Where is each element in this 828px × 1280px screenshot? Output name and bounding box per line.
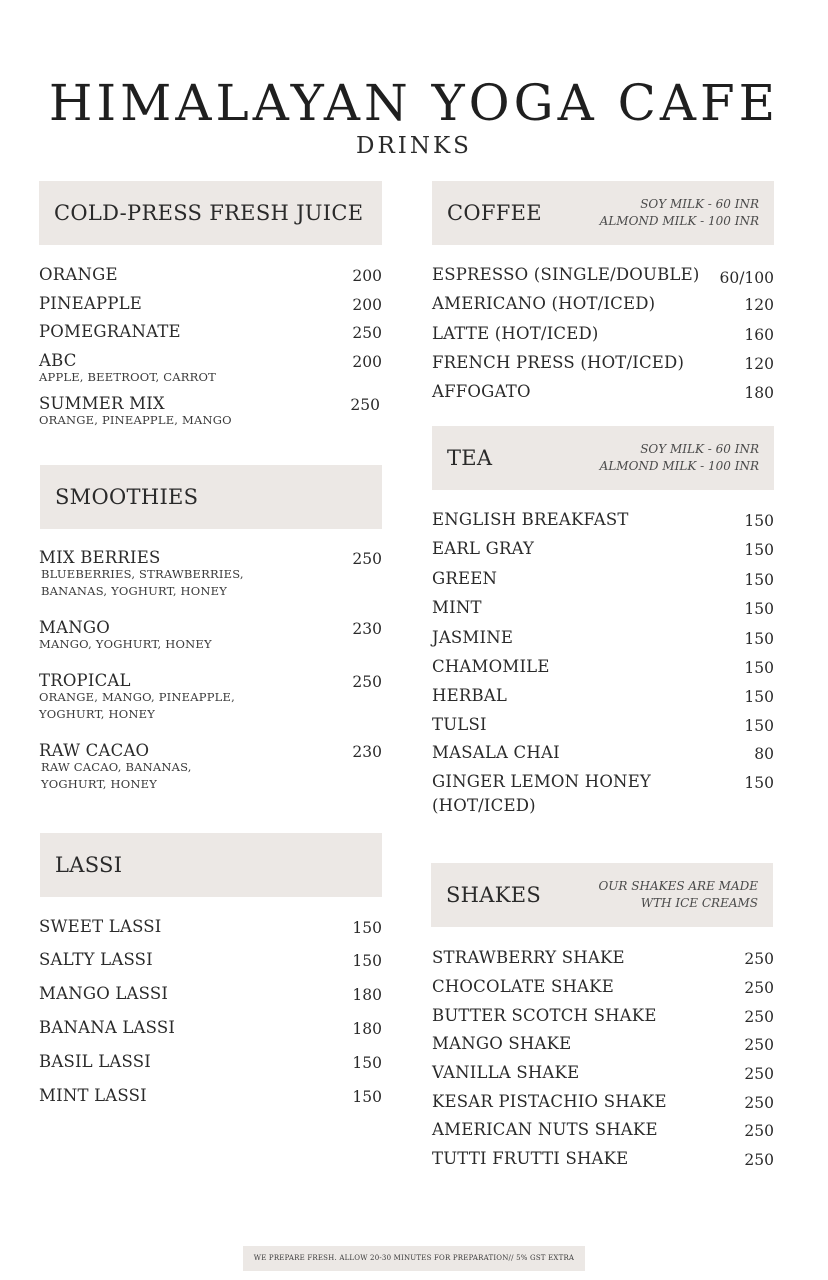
- menu-item: [432, 351, 774, 375]
- item-price: 200: [352, 267, 382, 285]
- item-price: 120: [744, 296, 774, 314]
- item-price: 250: [744, 1094, 774, 1112]
- note-line: OUR SHAKES ARE MADE: [598, 879, 758, 893]
- item-name: FRENCH PRESS (HOT/ICED): [432, 353, 685, 372]
- item-price: 180: [744, 384, 774, 402]
- section-title: COLD-PRESS FRESH JUICE: [54, 201, 364, 225]
- menu-item: [39, 1016, 382, 1040]
- menu-item: [432, 537, 774, 561]
- menu-item: [432, 946, 774, 970]
- item-description: ORANGE, PINEAPPLE, MANGO: [39, 413, 232, 427]
- item-name: ESPRESSO (SINGLE/DOUBLE): [432, 265, 700, 284]
- menu-item: [432, 1090, 774, 1114]
- section-note: [598, 878, 758, 912]
- item-price: 250: [352, 550, 382, 568]
- item-name: GINGER LEMON HONEY (HOT/ICED): [432, 772, 652, 815]
- item-price: 180: [352, 1020, 382, 1038]
- left-column: [39, 0, 382, 1200]
- item-name: ENGLISH BREAKFAST: [432, 510, 629, 529]
- item-name: CHOCOLATE SHAKE: [432, 977, 614, 996]
- item-price: 250: [744, 1151, 774, 1169]
- note-line: ALMOND MILK - 100 INR: [599, 214, 759, 228]
- item-price: 150: [352, 1054, 382, 1072]
- item-price: 150: [744, 717, 774, 735]
- note-line: WTH ICE CREAMS: [640, 896, 758, 910]
- item-price: 230: [352, 620, 382, 638]
- item-name: SUMMER MIX: [39, 394, 165, 413]
- item-name: BUTTER SCOTCH SHAKE: [432, 1006, 657, 1025]
- item-name: STRAWBERRY SHAKE: [432, 948, 625, 967]
- menu-item: [432, 1118, 774, 1142]
- menu-title: HIMALAYAN YOGA CAFE: [48, 74, 780, 132]
- item-price: 150: [744, 571, 774, 589]
- menu-item: [432, 567, 774, 591]
- item-description: YOGHURT, HONEY: [41, 777, 157, 791]
- menu-item: [432, 508, 774, 532]
- item-name: BASIL LASSI: [39, 1052, 151, 1071]
- section-header-coffee: [432, 181, 774, 245]
- menu-item: [39, 982, 382, 1006]
- item-name: MINT LASSI: [39, 1086, 147, 1105]
- section-note: [600, 441, 759, 475]
- item-name: EARL GRAY: [432, 539, 535, 558]
- menu-item: [432, 380, 774, 404]
- item-description: APPLE, BEETROOT, CARROT: [39, 370, 216, 384]
- item-name: PINEAPPLE: [39, 294, 143, 313]
- item-name: AMERICAN NUTS SHAKE: [432, 1120, 658, 1139]
- item-price: 250: [352, 673, 382, 691]
- menu-item: [432, 1032, 774, 1056]
- menu-item: [39, 915, 382, 939]
- menu-item: [39, 292, 382, 316]
- section-header-juice: [39, 181, 382, 245]
- item-price: 250: [744, 1122, 774, 1140]
- item-price: 200: [352, 353, 382, 371]
- item-name: ORANGE: [39, 265, 118, 284]
- menu-item: [39, 349, 382, 386]
- item-description: RAW CACAO, BANANAS,: [41, 760, 192, 774]
- menu-item: [39, 263, 382, 287]
- item-price: 150: [744, 688, 774, 706]
- item-description: BANANAS, YOGHURT, HONEY: [41, 584, 228, 598]
- item-price: 230: [352, 743, 382, 761]
- item-name: ABC: [39, 351, 77, 370]
- menu-item: [39, 320, 382, 344]
- note-line: ALMOND MILK - 100 INR: [599, 459, 759, 473]
- item-price: 250: [744, 950, 774, 968]
- menu-item: [432, 975, 774, 999]
- item-name: CHAMOMILE: [432, 657, 550, 676]
- section-header-lassi: [40, 833, 382, 897]
- item-name: TULSI: [432, 715, 487, 734]
- item-price: 80: [754, 745, 774, 763]
- section-header-smoothies: [40, 465, 382, 529]
- item-price: 180: [352, 986, 382, 1004]
- section-note: [600, 196, 759, 230]
- item-name: VANILLA SHAKE: [432, 1063, 580, 1082]
- menu-item: [39, 739, 382, 793]
- item-name: KESAR PISTACHIO SHAKE: [432, 1092, 667, 1111]
- item-name: SWEET LASSI: [39, 917, 162, 936]
- item-name: JASMINE: [432, 628, 514, 647]
- section-title: SMOOTHIES: [55, 485, 199, 509]
- item-name: LATTE (HOT/ICED): [432, 324, 599, 343]
- menu-item: [39, 669, 382, 723]
- item-description: MANGO, YOGHURT, HONEY: [39, 637, 212, 651]
- item-price: 150: [352, 919, 382, 937]
- right-column: [432, 0, 774, 1200]
- menu-item: [39, 1084, 382, 1108]
- item-name: AMERICANO (HOT/ICED): [432, 294, 656, 313]
- item-price: 120: [744, 355, 774, 373]
- menu-item: [39, 392, 382, 429]
- menu-item: [432, 626, 774, 650]
- item-name: MANGO LASSI: [39, 984, 169, 1003]
- item-price: 250: [350, 396, 380, 414]
- item-price: 150: [744, 630, 774, 648]
- item-name: BANANA LASSI: [39, 1018, 176, 1037]
- item-name: HERBAL: [432, 686, 508, 705]
- item-name: MINT: [432, 598, 482, 617]
- section-title: TEA: [447, 446, 493, 470]
- item-name: TROPICAL: [39, 671, 131, 690]
- section-header-tea: [432, 426, 774, 490]
- item-price: 150: [744, 512, 774, 530]
- item-name: MANGO: [39, 618, 110, 637]
- menu-item: [432, 655, 774, 679]
- menu-item: [432, 1147, 774, 1171]
- menu-item: [432, 770, 774, 818]
- item-price: 250: [744, 979, 774, 997]
- item-price: 160: [744, 326, 774, 344]
- note-line: SOY MILK - 60 INR: [640, 442, 759, 456]
- item-name: TUTTI FRUTTI SHAKE: [432, 1149, 629, 1168]
- item-price: 150: [744, 774, 774, 792]
- item-description: YOGHURT, HONEY: [39, 707, 155, 721]
- item-name: SALTY LASSI: [39, 950, 153, 969]
- item-name: AFFOGATO: [432, 382, 531, 401]
- note-line: SOY MILK - 60 INR: [640, 197, 759, 211]
- item-price: 250: [744, 1008, 774, 1026]
- item-description: BLUEBERRIES, STRAWBERRIES,: [41, 567, 244, 581]
- menu-item: [432, 713, 774, 737]
- item-price: 150: [744, 600, 774, 618]
- menu-item: [432, 322, 774, 346]
- item-name: RAW CACAO: [39, 741, 150, 760]
- item-price: 150: [744, 659, 774, 677]
- item-name: MANGO SHAKE: [432, 1034, 572, 1053]
- item-price: 250: [744, 1036, 774, 1054]
- item-price: 250: [352, 324, 382, 342]
- section-title: SHAKES: [446, 883, 542, 907]
- item-name: POMEGRANATE: [39, 322, 181, 341]
- menu-item: [39, 616, 382, 653]
- menu-item: [432, 263, 774, 287]
- menu-item: [39, 1050, 382, 1074]
- item-price: 200: [352, 296, 382, 314]
- menu-item: [432, 1004, 774, 1028]
- menu-subtitle: DRINKS: [356, 133, 472, 159]
- menu-item: [432, 596, 774, 620]
- menu-item: [432, 741, 774, 765]
- menu-item: [39, 948, 382, 972]
- item-price: 150: [352, 952, 382, 970]
- menu-item: [39, 546, 382, 600]
- footer-note: WE PREPARE FRESH. ALLOW 20-30 MINUTES FOR PREPARATION// 5% GST EXTRA: [243, 1246, 585, 1271]
- section-title: COFFEE: [447, 201, 542, 225]
- menu-item: [432, 1061, 774, 1085]
- item-price: 250: [744, 1065, 774, 1083]
- item-name: MIX BERRIES: [39, 548, 161, 567]
- menu-item: [432, 684, 774, 708]
- section-title: LASSI: [55, 853, 123, 877]
- item-price: 150: [352, 1088, 382, 1106]
- item-price: 60/100: [719, 269, 774, 287]
- item-price: 150: [744, 541, 774, 559]
- item-description: ORANGE, MANGO, PINEAPPLE,: [39, 690, 235, 704]
- section-header-shakes: [431, 863, 773, 927]
- item-name: MASALA CHAI: [432, 743, 560, 762]
- menu-item: [432, 292, 774, 316]
- item-name: GREEN: [432, 569, 498, 588]
